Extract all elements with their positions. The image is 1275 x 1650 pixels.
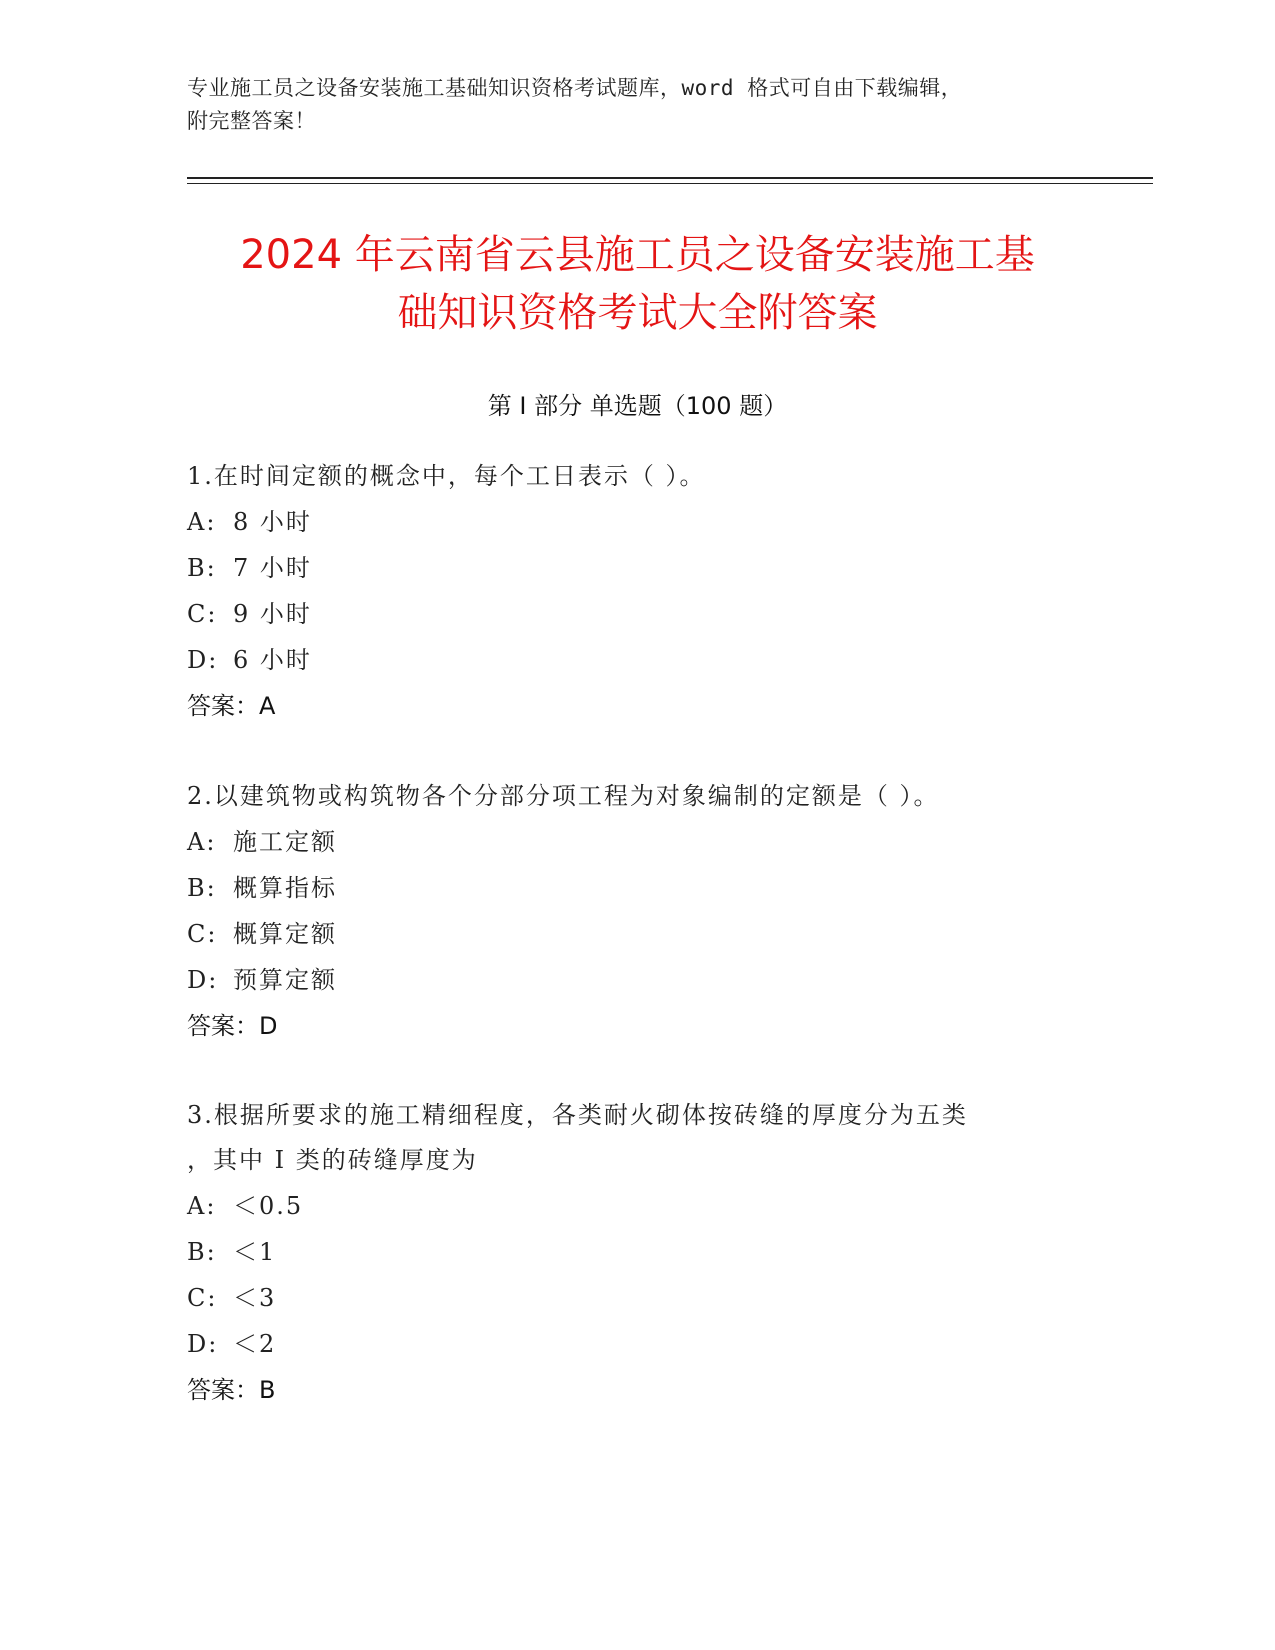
- answer-value: A: [259, 692, 276, 720]
- option-a: [187, 819, 1087, 865]
- question-stem: 1.在时间定额的概念中，每个工日表示（ ）。: [187, 462, 706, 490]
- option-c: [187, 1275, 1087, 1321]
- option-key: D:: [187, 1330, 219, 1358]
- section-heading: 第 I 部分 单选题（100 题）: [487, 392, 788, 420]
- question-stem-line: 3.根据所要求的施工精细程度，各类耐火砌体按砖缝的厚度分为五类: [187, 1101, 968, 1129]
- option-key: B:: [187, 554, 217, 582]
- option-text: ＜3: [233, 1284, 277, 1312]
- option-key: D:: [187, 646, 219, 674]
- question-stem: 2.以建筑物或构筑物各个分部分项工程为对象编制的定额是（ ）。: [187, 782, 940, 810]
- answer-label: 答案：: [187, 692, 259, 720]
- option-text: 9 小时: [233, 600, 312, 628]
- option-key: C:: [187, 1284, 218, 1312]
- option-key: B:: [187, 874, 217, 902]
- header-note: [187, 72, 1067, 138]
- option-d: [187, 1321, 1087, 1367]
- option-text: 7 小时: [233, 554, 312, 582]
- question-3: [187, 1093, 1087, 1413]
- option-text: ＜2: [233, 1330, 277, 1358]
- option-key: B:: [187, 1238, 217, 1266]
- title-line: 础知识资格考试大全附答案: [397, 290, 878, 336]
- option-text: 概算定额: [233, 920, 337, 948]
- option-d: [187, 957, 1087, 1003]
- question-stem-line: ，其中 I 类的砖缝厚度为: [187, 1146, 478, 1174]
- header-note-line: 附完整答案！: [187, 109, 316, 133]
- answer-value: D: [259, 1012, 278, 1040]
- option-key: C:: [187, 920, 218, 948]
- question-1: [187, 453, 1087, 729]
- option-b: [187, 865, 1087, 911]
- option-text: 8 小时: [233, 508, 312, 536]
- document-title: [140, 226, 1135, 342]
- option-b: [187, 545, 1087, 591]
- answer-line: [187, 1367, 1087, 1413]
- option-key: A:: [187, 828, 217, 856]
- option-key: C:: [187, 600, 218, 628]
- header-note-line: 专业施工员之设备安装施工基础知识资格考试题库，word 格式可自由下载编辑，: [187, 76, 963, 100]
- option-text: 预算定额: [233, 966, 337, 994]
- answer-line: [187, 683, 1087, 729]
- option-text: ＜1: [233, 1238, 277, 1266]
- option-key: D:: [187, 966, 219, 994]
- option-key: A:: [187, 1192, 217, 1220]
- title-line: 2024 年云南省云县施工员之设备安装施工基: [240, 232, 1035, 278]
- answer-value: B: [259, 1376, 276, 1404]
- option-text: 概算指标: [233, 874, 337, 902]
- header-divider: [187, 177, 1153, 179]
- option-text: ＜0.5: [233, 1192, 304, 1220]
- option-c: [187, 911, 1087, 957]
- option-d: [187, 637, 1087, 683]
- option-key: A:: [187, 508, 217, 536]
- option-text: 施工定额: [233, 828, 337, 856]
- answer-label: 答案：: [187, 1012, 259, 1040]
- question-2: [187, 773, 1087, 1049]
- option-b: [187, 1229, 1087, 1275]
- header-divider-thin: [187, 183, 1153, 184]
- answer-label: 答案：: [187, 1376, 259, 1404]
- option-a: [187, 1183, 1087, 1229]
- option-c: [187, 591, 1087, 637]
- question-stem: [187, 1093, 1087, 1183]
- option-text: 6 小时: [233, 646, 312, 674]
- answer-line: [187, 1003, 1087, 1049]
- option-a: [187, 499, 1087, 545]
